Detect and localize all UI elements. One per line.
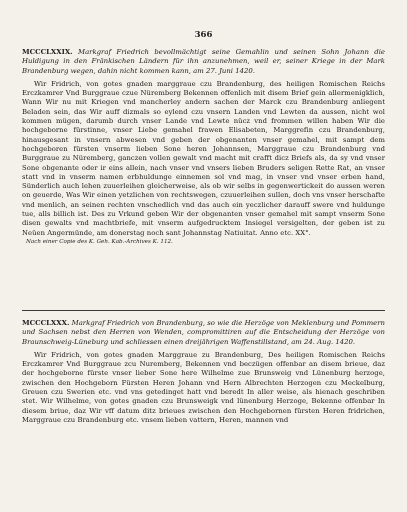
source-note: Nach einer Copie des K. Geh. Kab.-Archives K. 112. bbox=[26, 238, 173, 245]
document-entry-1379 bbox=[22, 48, 385, 245]
document-body: Wir Fridrich, von gotes gnaden Marggraue zu Brandenburg, Des heiligen Romischen Reichs Erczkamrer Vnd Burggraue zcu Nuremberg, Bekennen vnd beczügen offenbar an disem brieue, daz der hochgeborne fürste vnser lieber Sone here Wilhelme zue Brunsweig vnd Lünenburg herzoge, zwischen den Hochgeborn Fürsten Heren Johann vnd Hern Albrechten Herzogen czu Meckelburg, Greuen czu Swerien etc. vnd vns getedinget hatt vnd beredt In aller weise, als hienach geschriben stet. Wir Wilhelme, von gotes gnaden czu Brunsweigk vnd lünenburg Herzoge, Bekenne offenbar In diesem briue, daz Wir vff datum ditz brieues zwischen den Hochgebornen fürsten Heren fridrichen, Marggraue czu Brandenburg etc. vnsem lieben vattern, Heren, mannen vnd bbox=[22, 350, 385, 424]
document-body: Wir Fridrich, von gotes gnaden marggraue czu Brandenburg, des heiligen Romischen Reichs Erczkamrer Vnd Burggraue czue Nüremberg Bekennen offenlich mit disem Brief gein allermenigklich, Wann Wir nu mit Kriegen vnd mancherley andern sachen der Marck czu Brandenburg anliegent Beladen sein, das Wir auff dizmals so eylend czu vnsern Landen vnd Lewten da aussen, nicht wol kommen mügen, darumb durch vnser Lande vnd Lewte nücz vnd frommen willen haben Wir die hochgeborne fürstinne, vnser Liebe gemahel frawen Elisabeten, Marggrefin czu Brandenburg, hinausgesant in vnsern abwesen vnd geben der obgenanten vnser gemahel, mit sampt dem hochgeboren fürsten vnserm lieben Sone heren Johannsen, Marggraue czu Brandenburg vnd Burggraue zu Nüremberg, ganczen vollen gewalt vnd macht mit crafft dicz Briefs als, da sy vnd vnser Sone obgenante oder ir eins allein, nach vnser vnd vnsers lieben Bruders seligen Rette Rat, an vnser statt vnd in vnserm namen erbhuldunge einnemen sol vnd mag, in vnser vnd vnser erben hand, Sünderlich auch lehen zuuerleihen gleicherweise, als ob wir selbs in gegenwertickeit do aussen weren on geuerde, Was Wir einen yetzlichen von rechtswegen, czuuerleihen sullen, doch vns vnser herschafte vnd menlich, an seinen rechten vnschedlich vnd das auch ein yeczlicher darauff swere vnd huldunge tue, alls billich ist. Des zu Vrkund geben Wir der obgenanten vnser gemahel mit sampt vnserm Sone disen gewalts vnd machtbriefe, mit vnserm aufgedrucktem Insiegel versigelten, der geben ist zu Neüen Angermünde, am donerstag noch sant Johannstag Natiuitat. Anno etc. XX°. bbox=[22, 79, 385, 237]
document-number: MCCCLXXIX. bbox=[22, 48, 73, 56]
section-divider bbox=[22, 310, 385, 311]
document-entry-1380 bbox=[22, 319, 385, 425]
page-number: 366 bbox=[194, 30, 213, 40]
document-number: MCCCLXXX. bbox=[22, 319, 70, 327]
document-heading bbox=[22, 48, 385, 76]
document-summary: Markgraf Friedrich bevollmächtigt seine Gemahlin und seinen Sohn Johann die Huldigung in den Fränkischen Ländern für ihn anzunehmen, weil er, seiner Kriege in der Mark Brandenburg wegen, dahin nicht kommen kann, am 27. Juni 1420. bbox=[22, 48, 385, 75]
document-heading bbox=[22, 319, 385, 347]
document-summary: Markgraf Friedrich von Brandenburg, so wie die Herzöge von Meklenburg und Pommern und Sachsen nebst den Herren von Wenden, compromittiren auf die Entscheidung der Herzöge von Braunschweig-Lüneburg und schliessen einen dreijährigen Waffenstillstand, am 24. Aug. 1420. bbox=[22, 319, 385, 346]
